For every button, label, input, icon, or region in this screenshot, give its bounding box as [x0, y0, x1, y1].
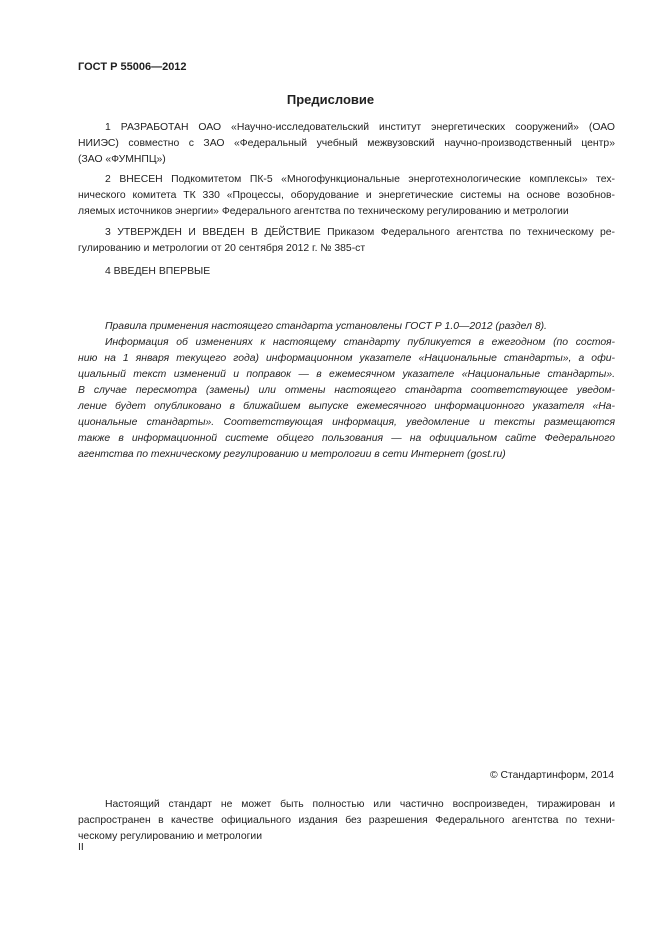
text-line: циональные стандарты». Соответствующая информация, уведомление и тексты размещаются: [78, 417, 615, 428]
text-line: ческому регулированию и метрологии: [78, 831, 263, 842]
item-4-first-introduced: [78, 264, 615, 280]
item-1-developed-by: [78, 120, 615, 168]
item-2-introduced-by: [78, 172, 615, 220]
text-line: ляемых источников энергии» Федерального агентства по техническому регулированию и метрологии: [78, 206, 569, 217]
item-3-approved: [78, 225, 615, 257]
text-line: гулированию и метрологии от 20 сентября 2012 г. № 385-ст: [78, 243, 366, 254]
text-line: распространен в качестве официального издания без разрешения Федерального агентства по техни-: [78, 815, 615, 826]
text-line: 1 РАЗРАБОТАН ОАО «Научно-исследовательский институт энергетических сооружений» (ОАО: [105, 122, 615, 133]
text-line: циальный текст изменений и поправок — в ежемесячном указателе «Национальные стандарты».: [78, 369, 615, 380]
text-line: ление будет опубликовано в ближайшем выпуске ежемесячного информационного указателя «На-: [78, 401, 615, 412]
text-line: 3 УТВЕРЖДЕН И ВВЕДЕН В ДЕЙСТВИЕ Приказом Федерального агентства по техническому ре-: [105, 227, 615, 238]
text-line: агентства по техническому регулированию и метрологии в сети Интернет (gost.ru): [78, 449, 506, 460]
document-code: ГОСТ Р 55006—2012: [78, 61, 187, 73]
reproduction-restriction: [78, 797, 615, 845]
text-line: Настоящий стандарт не может быть полностью или частично воспроизведен, тиражирован и: [105, 799, 615, 810]
copyright-notice: © Стандартинформ, 2014: [489, 770, 614, 781]
text-line: нического комитета ТК 330 «Процессы, оборудование и энергетические системы на основе возобнов-: [78, 190, 615, 201]
page-number: II: [78, 842, 84, 853]
text-line: В случае пересмотра (замены) или отмены настоящего стандарта соответствующее уведом-: [78, 385, 615, 396]
text-line: Информация об изменениях к настоящему стандарту публикуется в ежегодном (по состоя-: [105, 337, 615, 348]
text-line: также в информационной системе общего пользования — на официальном сайте Федерального: [78, 433, 615, 444]
standard-notice: [78, 319, 615, 463]
text-line: 2 ВНЕСЕН Подкомитетом ПК-5 «Многофункциональные энерготехнологические комплексы» тех-: [105, 174, 615, 185]
text-line: (ЗАО «ФУМНПЦ»): [78, 154, 166, 165]
text-line: Правила применения настоящего стандарта установлены ГОСТ Р 1.0—2012 (раздел 8).: [105, 321, 547, 332]
text-line: 4 ВВЕДЕН ВПЕРВЫЕ: [105, 266, 211, 277]
text-line: НИИЭС) совместно с ЗАО «Федеральный учебный межвузовский научно-производственный центр»: [78, 138, 615, 149]
text-line: нию на 1 января текущего года) информационном указателе «Национальные стандарты», а офи-: [78, 353, 615, 364]
page-title: Предисловие: [286, 92, 375, 107]
